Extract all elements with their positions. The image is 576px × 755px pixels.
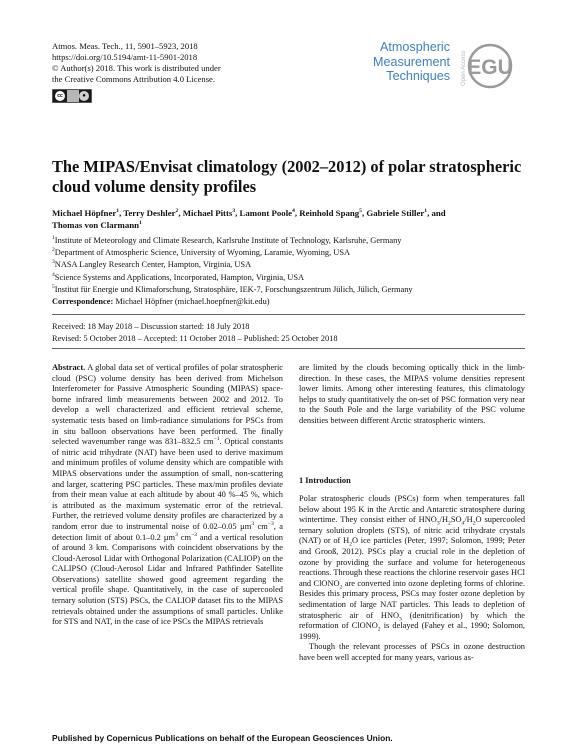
cc-by-strip-icon <box>67 90 79 102</box>
author: Reinhold Spang <box>299 208 360 218</box>
author: Lamont Poole <box>239 208 293 218</box>
doi-link[interactable]: https://doi.org/10.5194/amt-11-5901-2018 <box>52 52 198 62</box>
section-heading: 1 Introduction <box>299 476 351 485</box>
introduction-text: Polar stratospheric clouds (PSCs) form when temperatures fall below about 195 K in the Arctic and Antarctic stratosphere during wintertime. They consist either of $HNO_3/H_2SO_4/H_2O$ supercooled ternary solution droplets (STS), of nitric acid trihydrate crystals (NAT) or of $H_2O$ ice particles (Peter, 1997; Solomon, 1999; Peter and Grooß, 2012). PSCs play a crucial role in the depletion of ozone by providing the surface and volume for heterogeneous reactions. Through these reactions the chlorine reservoir gases HCl and ClONO$_2$ are converted into ozone depleting forms of chlorine. Besides this primary process, PSCs may foster ozone depletion by sedimentation of large NAT particles. This leads to depletion of stratospheric air of $HNO_3$ (denitrification) by which the reformation of ClONO$_2$ is delayed (Fahey et al., 1990; Solomon, 1999). Though the relevant processes of PSCs in ozone destruction have been well accepted for many years, various as- <box>299 494 525 662</box>
correspondence: Correspondence: Michael Höpfner (michael.hoepfner@kit.edu) <box>52 297 270 306</box>
affiliation: $^5$Institut für Energie und Klimaforschung, Stratosphäre, IEK-7, Forschungszentrum Jülich, Jülich, Germany <box>52 284 413 294</box>
egu-logo-icon <box>456 38 524 90</box>
author-list: Michael Höpfner$^1$, Terry Deshler$^2$, Michael Pitts$^3$, Lamont Poole$^4$, Reinhold Spang$^5$, Gabriele Stiller$^1$, and Thomas von Clarmann$^1$ <box>52 208 446 230</box>
publisher-footer: Published by Copernicus Publications on behalf of the European Geosciences Union. <box>52 733 393 743</box>
author: Michael Pitts <box>182 208 233 218</box>
author: Gabriele Stiller <box>366 208 425 218</box>
abstract-label: Abstract. <box>52 363 86 372</box>
affiliation: $^1$Institute of Meteorology and Climate Research, Karlsruhe Institute of Technology, Karlsruhe, Germany <box>52 235 402 245</box>
journal-name: Atmospheric Measurement Techniques <box>373 40 450 83</box>
paper-title: The MIPAS/Envisat climatology (2002–2012) of polar stratospheric cloud volume density profiles <box>52 157 522 196</box>
author: Michael Höpfner <box>52 208 117 218</box>
license-line: the Creative Commons Attribution 4.0 License. <box>52 74 216 84</box>
divider <box>52 314 525 315</box>
by-person-icon: ● <box>79 91 89 101</box>
divider <box>52 348 525 349</box>
citation: Atmos. Meas. Tech., 11, 5901–5923, 2018 <box>52 41 198 51</box>
affiliation: $^3$NASA Langley Research Center, Hampton, Virginia, USA <box>52 259 252 270</box>
cc-by-badge-icon[interactable] <box>52 89 92 103</box>
cc-circle-icon: cc <box>55 91 65 101</box>
citation-block <box>52 41 352 85</box>
correspondence-email[interactable]: Michael Höpfner (michael.hoepfner@kit.edu) <box>115 297 270 306</box>
affiliation-list <box>52 235 532 296</box>
affiliation: $^2$Department of Atmospheric Science, University of Wyoming, Laramie, Wyoming, USA <box>52 247 351 258</box>
author: Thomas von Clarmann <box>52 220 140 230</box>
copyright-line: © Author(s) 2018. This work is distributed under <box>52 63 221 73</box>
abstract: Abstract. A global data set of vertical profiles of polar stratospheric cloud (PSC) volume density has been derived from Michelson Interferometer for Passive Atmospheric Sounding (MIPAS) space-borne infrared limb measurements between 2002 and 2012. To develop a well characterized and efficient retrieval scheme, systematic tests based on limb-radiance simulations for PSCs from in situ balloon observations have been performed. The finally selected wavenumber range was 831–832.5 $cm^{-1}$. Optical constants of nitric acid trihydrate (NAT) have been used to derive maximum and minimum profiles of volume density which are compatible with MIPAS observations under the assumption of small, non-scattering and larger, scattering PSC particles. These max/min profiles deviate from their mean value at each altitude by about 40 %–45 %, which is attributed as the maximum systematic error of the retrieval. Further, the retrieved volume density profiles are characterized by a random error due to instrumental noise of 0.02–0.05 µm$^3$ $cm^{-3}$, a detection limit of about 0.1–0.2 µm$^3$ $cm^{-3}$ and a vertical resolution of around 3 km. Comparisons with coincident observations by the Cloud-Aerosol Lidar with Orthogonal Polarization (CALIOP) on the CALIPSO (Cloud-Aerosol Lidar and Infrared Pathfinder Satellite Observations) satellite showed good agreement regarding the vertical profile shape. Quantitatively, in the case of supercooled ternary solution (STS) PSCs, the CALIOP dataset fits to the MIPAS retrievals obtained under the assumptions of small particles. Unlike for STS and NAT, in the case of ice PSCs the MIPAS retrievals <box>52 363 283 627</box>
affiliation: $^4$Science Systems and Applications, Incorporated, Hampton, Virginia, USA <box>52 271 305 282</box>
egu-logo-text: EGU <box>467 56 513 79</box>
open-access-text: Open Access <box>461 50 467 86</box>
author: Terry Deshler <box>123 208 176 218</box>
publication-dates: Received: 18 May 2018 – Discussion started: 18 July 2018 Revised: 5 October 2018 – Accepted: 11 October 2018 – Published: 25 October 2018 <box>52 322 338 343</box>
abstract-continued: are limited by the clouds becoming optically thick in the limb-direction. In these cases, the MIPAS volume densities represent lower limits. Among other interesting features, this climatology helps to study quantitatively the on-set of PSC formation very near to the South Pole and the large variability of the PSC volume densities between different Arctic stratospheric winters. <box>299 363 525 425</box>
